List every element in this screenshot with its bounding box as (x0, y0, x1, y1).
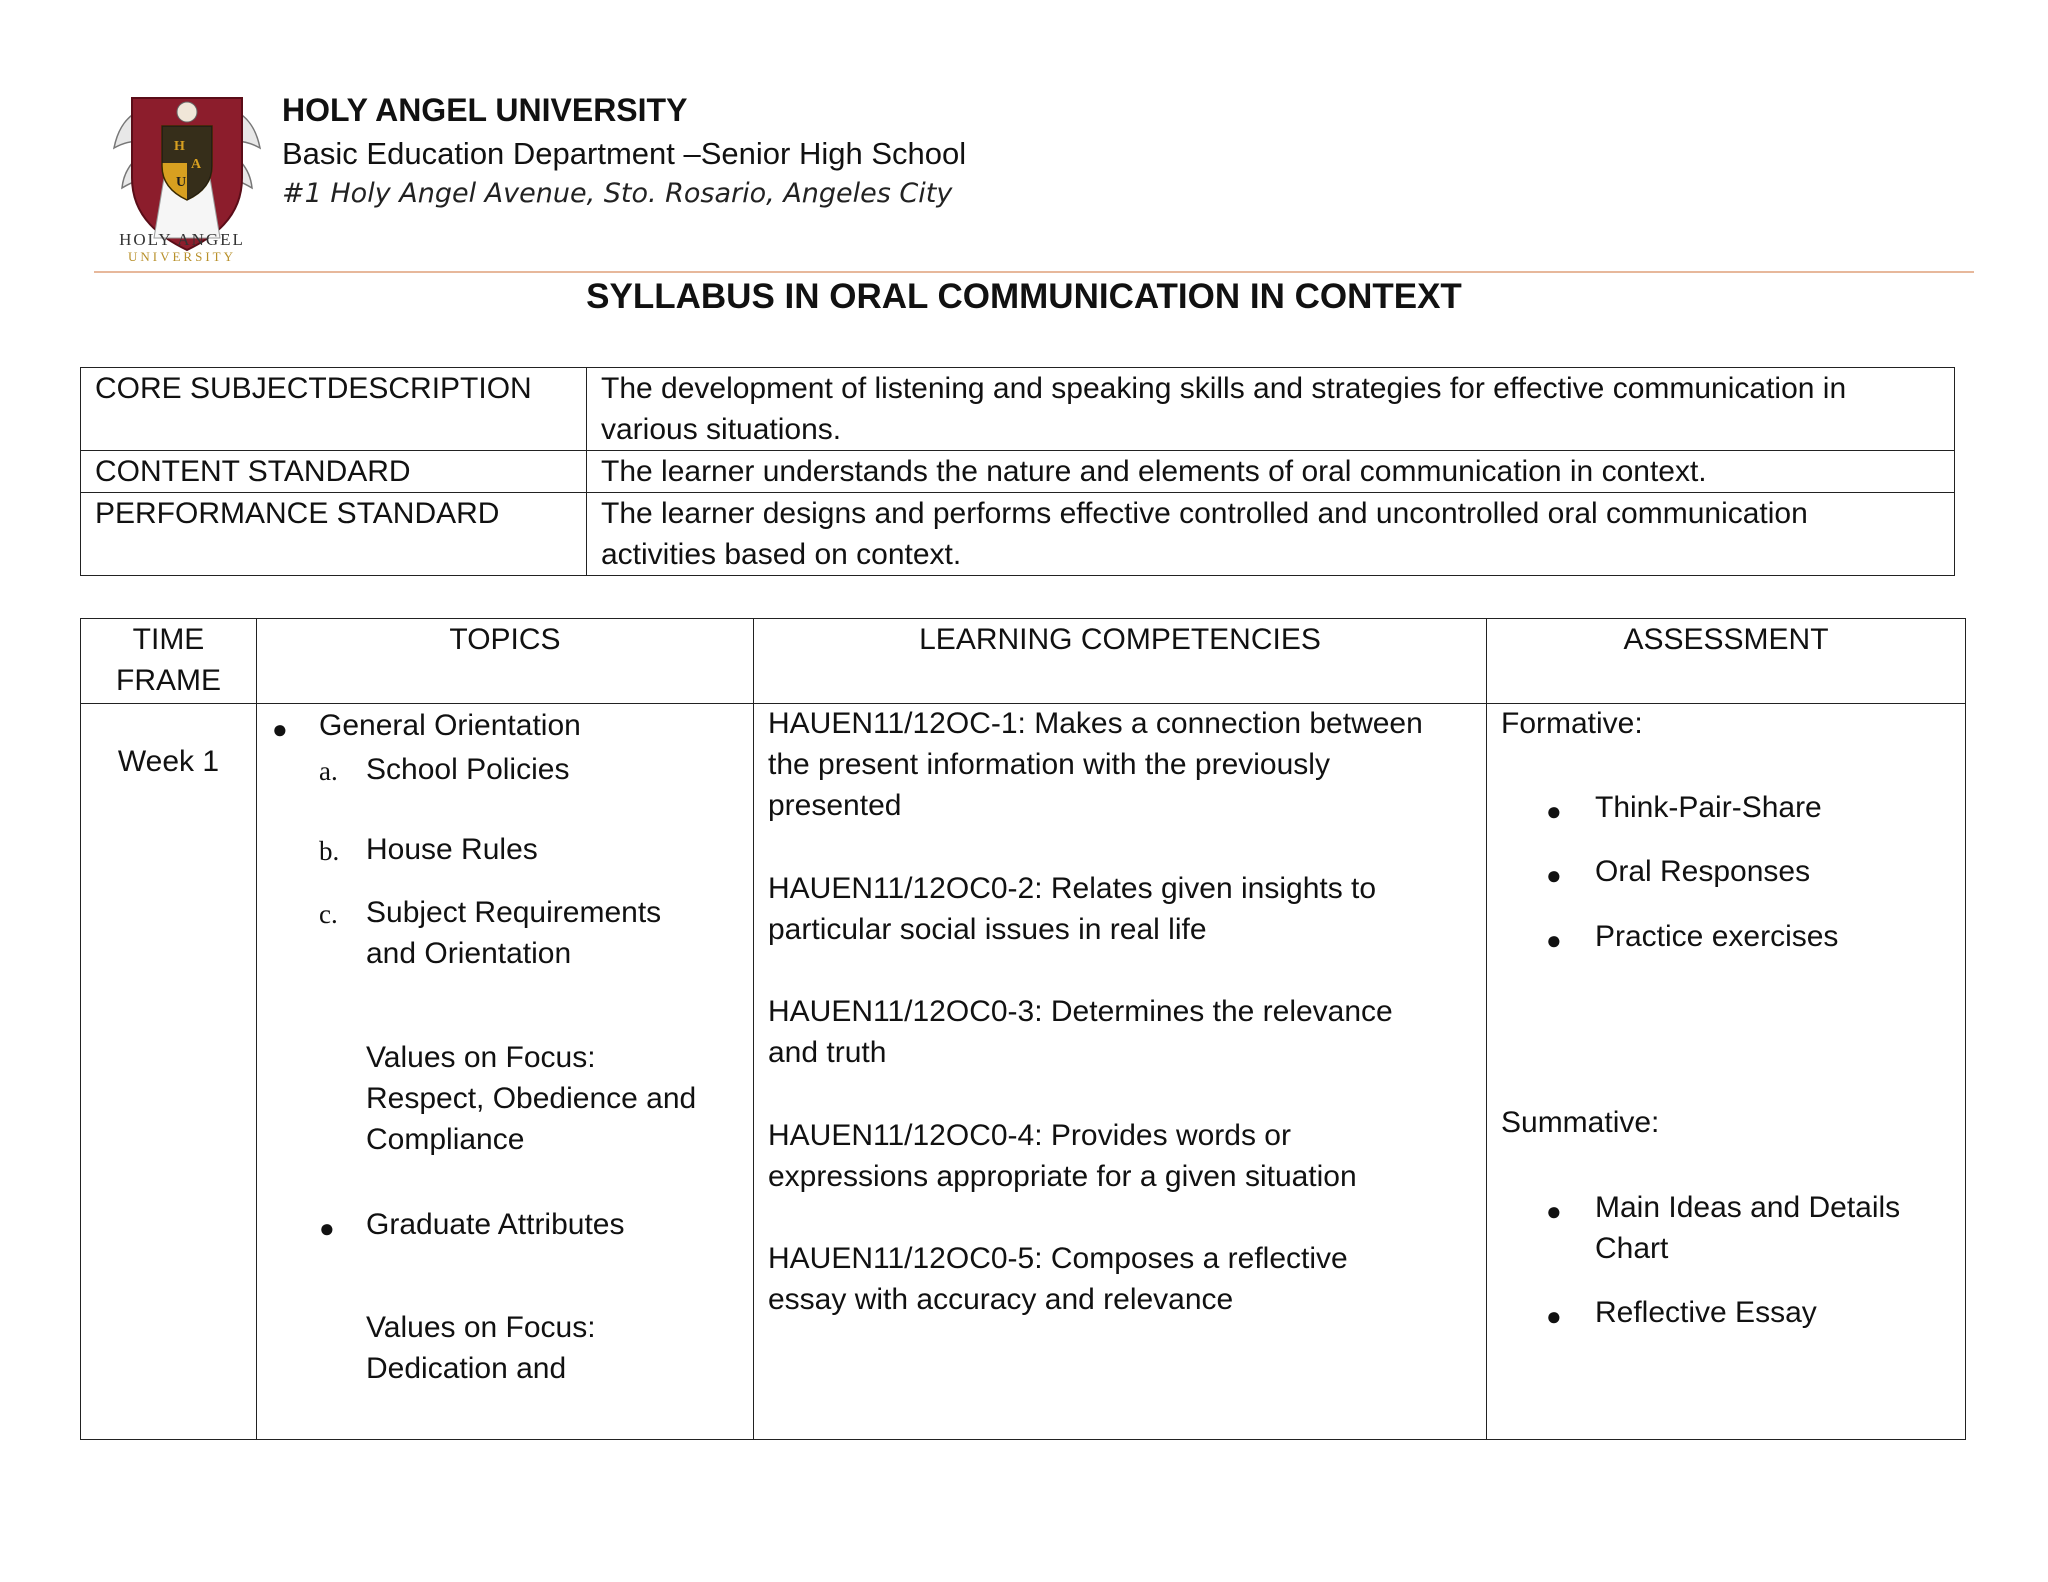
bullet-icon: ● (1546, 860, 1562, 890)
document-header (0, 0, 2048, 280)
values-focus-line: Values on Focus: (366, 1041, 596, 1074)
standard-value-line: The learner understands the nature and elements of oral communication in context. (601, 455, 1707, 488)
topic-sub-letter: a. (319, 756, 338, 786)
header-divider (94, 271, 1974, 273)
university-address: #1 Holy Angel Avenue, Sto. Rosario, Angeles City (282, 178, 953, 209)
syllabus-title: SYLLABUS IN ORAL COMMUNICATION IN CONTEXT (586, 277, 1462, 316)
bullet-icon: ● (1546, 1301, 1562, 1331)
syllabus-table (80, 618, 1966, 1440)
competencies-cell (754, 704, 1487, 1440)
column-header-competencies: LEARNING COMPETENCIES (754, 619, 1487, 704)
competency-line: presented (768, 789, 902, 822)
summative-label: Summative: (1501, 1106, 1660, 1139)
standard-label: CORE SUBJECTDESCRIPTION (81, 368, 587, 451)
standard-label: CONTENT STANDARD (81, 451, 587, 493)
bullet-icon: ● (1546, 796, 1562, 826)
standards-table (80, 367, 1955, 576)
column-header-line: FRAME (116, 664, 221, 697)
topic-sub-letter: c. (319, 899, 338, 929)
bullet-icon: ● (1546, 1196, 1562, 1226)
standards-row (81, 451, 1955, 493)
values-focus-line: Respect, Obedience and (366, 1082, 697, 1115)
syllabus-row (81, 704, 1966, 1440)
bullet-icon: ● (1546, 925, 1562, 955)
competency-line: HAUEN11/12OC-1: Makes a connection between (768, 707, 1423, 740)
standard-value (587, 451, 1955, 493)
standards-row (81, 493, 1955, 576)
svg-text:H: H (174, 139, 185, 154)
column-header-line: TIME (132, 623, 205, 656)
svg-text:U: U (176, 175, 187, 190)
formative-label: Formative: (1501, 707, 1643, 740)
bullet-icon: ● (319, 1213, 335, 1243)
formative-item: Oral Responses (1595, 855, 1811, 888)
logo-wordmark-line1: HOLY ANGEL (119, 230, 245, 249)
competency-line: HAUEN11/12OC0-3: Determines the relevance (768, 995, 1393, 1028)
time-frame-cell: Week 1 (81, 704, 257, 1440)
values-focus-line: Values on Focus: (366, 1311, 596, 1344)
topic-sub-continued: and Orientation (366, 937, 572, 970)
competency-line: the present information with the previously (768, 748, 1330, 781)
university-name: HOLY ANGEL UNIVERSITY (282, 92, 688, 128)
formative-item: Think-Pair-Share (1595, 791, 1822, 824)
values-focus-line: Compliance (366, 1123, 525, 1156)
topics-cell (257, 704, 754, 1440)
values-focus-line: Dedication and (366, 1352, 567, 1385)
topic-graduate-attributes: Graduate Attributes (366, 1208, 625, 1241)
summative-item: Reflective Essay (1595, 1296, 1817, 1329)
topic-sub-letter: b. (319, 836, 340, 866)
svg-text:A: A (191, 157, 202, 172)
topic-sub: House Rules (366, 833, 538, 866)
standard-value-line: The learner designs and performs effective controlled and uncontrolled oral communication (601, 497, 1808, 530)
logo-wordmark-line2: UNIVERSITY (128, 249, 236, 264)
competency-line: HAUEN11/12OC0-2: Relates given insights to (768, 872, 1377, 905)
topic-sub: School Policies (366, 753, 570, 786)
topic-main: General Orientation (319, 709, 581, 742)
summative-item: Main Ideas and Details (1595, 1191, 1901, 1224)
formative-item: Practice exercises (1595, 920, 1839, 953)
competency-line: HAUEN11/12OC0-5: Composes a reflective (768, 1242, 1348, 1275)
department-name: Basic Education Department –Senior High School (282, 136, 967, 171)
bullet-icon: ● (272, 714, 288, 744)
column-header-time-frame (81, 619, 257, 704)
competency-line: essay with accuracy and relevance (768, 1283, 1234, 1316)
standard-value-line: The development of listening and speaking skills and strategies for effective communication in (601, 372, 1847, 405)
competency-line: particular social issues in real life (768, 913, 1207, 946)
standards-row (81, 368, 1955, 451)
standard-value-line: activities based on context. (601, 538, 962, 571)
syllabus-header-row (81, 619, 1966, 704)
competency-line: HAUEN11/12OC0-4: Provides words or (768, 1119, 1291, 1152)
summative-item-continued: Chart (1595, 1232, 1669, 1265)
standard-value (587, 493, 1955, 576)
assessment-cell (1487, 704, 1966, 1440)
column-header-assessment: ASSESSMENT (1487, 619, 1966, 704)
topic-sub: Subject Requirements (366, 896, 662, 929)
column-header-topics: TOPICS (257, 619, 754, 704)
competency-line: and truth (768, 1036, 887, 1069)
standard-label: PERFORMANCE STANDARD (81, 493, 587, 576)
competency-line: expressions appropriate for a given situation (768, 1160, 1357, 1193)
standard-value-line: various situations. (601, 413, 842, 446)
standard-value (587, 368, 1955, 451)
